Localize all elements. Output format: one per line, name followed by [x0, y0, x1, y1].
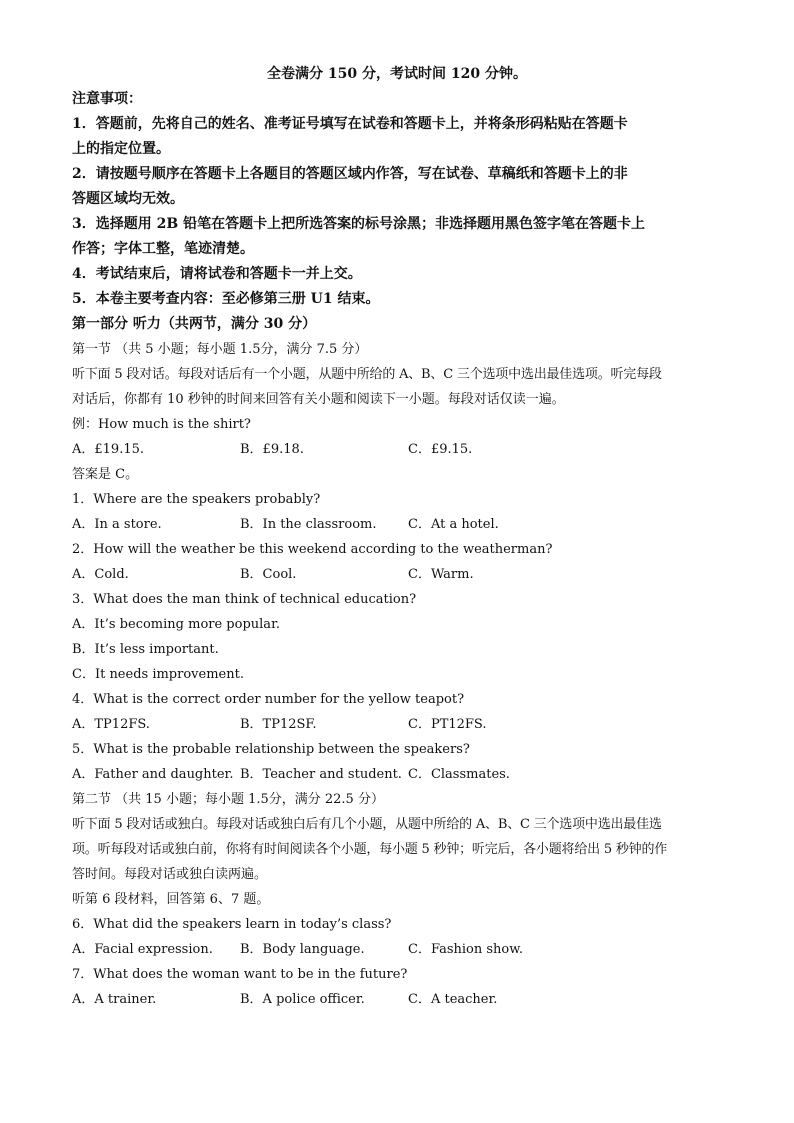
option-c: C．A teacher. — [408, 992, 498, 1007]
notes-item: 5．本卷主要考查内容：至必修第三册 U1 结束。 — [72, 291, 380, 307]
option-a: A．It’s becoming more popular. — [72, 617, 280, 632]
option-a: A．TP12FS. — [72, 717, 150, 732]
option-b: B．It’s less important. — [72, 642, 219, 657]
option-a: A．Facial expression. — [72, 942, 213, 957]
section1-instructions: 对话后，你都有 10 秒钟的时间来回答有关小题和阅读下一小题。每段对话仅读一遍。 — [72, 392, 565, 407]
material-6-note: 听第 6 段材料，回答第 6、7 题。 — [72, 892, 270, 907]
option-c: C．At a hotel. — [408, 517, 499, 532]
question-1-options — [72, 512, 722, 537]
option-c: C．Warm. — [408, 567, 474, 582]
question-4-options — [72, 712, 722, 737]
question-3: 3．What does the man think of technical education? — [72, 592, 417, 607]
exam-title: 全卷满分 150 分，考试时间 120 分钟。 — [267, 66, 527, 82]
option-a: A．Cold. — [72, 567, 129, 582]
option-c: C．PT12FS. — [408, 717, 487, 732]
option-a: A．Father and daughter. — [72, 767, 234, 782]
option-c: C．£9.15. — [408, 442, 473, 457]
notes-item: 答题区域均无效。 — [72, 191, 184, 207]
option-c: C．Classmates. — [408, 767, 510, 782]
section2-instructions: 听下面 5 段对话或独白。每段对话或独白后有几个小题，从题中所给的 A、B、C 三个选项中选出最佳选 — [72, 817, 662, 832]
question-5-options — [72, 762, 722, 787]
option-b: B．In the classroom. — [240, 517, 377, 532]
notes-item: 1．答题前，先将自己的姓名、准考证号填写在试卷和答题卡上，并将条形码粘贴在答题卡 — [72, 116, 628, 132]
option-a: A．In a store. — [72, 517, 162, 532]
question-4: 4．What is the correct order number for the yellow teapot? — [72, 692, 465, 707]
section2-title: 第二节 （共 15 小题；每小题 1.5分，满分 22.5 分） — [72, 792, 384, 807]
question-5: 5．What is the probable relationship between the speakers? — [72, 742, 470, 757]
question-6: 6．What did the speakers learn in today’s class? — [72, 917, 392, 932]
notes-item: 4．考试结束后，请将试卷和答题卡一并上交。 — [72, 266, 362, 282]
example-question: 例：How much is the shirt? — [72, 417, 251, 432]
exam-page — [72, 62, 722, 1012]
option-c: C．Fashion show. — [408, 942, 523, 957]
notes-item: 上的指定位置。 — [72, 141, 170, 157]
section2-instructions: 项。听每段对话或独白前，你将有时间阅读各个小题，每小题 5 秒钟；听完后，各小题将给出 5 秒钟的作 — [72, 842, 668, 857]
question-7: 7．What does the woman want to be in the future? — [72, 967, 408, 982]
question-2-options — [72, 562, 722, 587]
question-2: 2．How will the weather be this weekend according to the weatherman? — [72, 542, 553, 557]
option-b: B．Body language. — [240, 942, 365, 957]
option-b: B．A police officer. — [240, 992, 365, 1007]
option-c: C．It needs improvement. — [72, 667, 244, 682]
option-b: B．Cool. — [240, 567, 297, 582]
question-7-options — [72, 987, 722, 1012]
option-b: B．£9.18. — [240, 442, 304, 457]
section1-title: 第一节 （共 5 小题；每小题 1.5分，满分 7.5 分） — [72, 342, 368, 357]
notes-heading: 注意事项： — [72, 91, 142, 107]
example-answer: 答案是 C。 — [72, 467, 139, 482]
option-b: B．TP12SF. — [240, 717, 317, 732]
notes-item: 作答；字体工整，笔迹清楚。 — [72, 241, 254, 257]
section2-instructions: 答时间。每段对话或独白读两遍。 — [72, 867, 268, 882]
option-b: B．Teacher and student. — [240, 767, 402, 782]
option-a: A．A trainer. — [72, 992, 157, 1007]
question-6-options — [72, 937, 722, 962]
section1-instructions: 听下面 5 段对话。每段对话后有一个小题，从题中所给的 A、B、C 三个选项中选出最佳选项。听完每段 — [72, 367, 662, 382]
option-a: A．£19.15. — [72, 442, 145, 457]
example-options — [72, 437, 722, 462]
notes-item: 3．选择题用 2B 铅笔在答题卡上把所选答案的标号涂黑；非选择题用黑色签字笔在答题卡上 — [72, 216, 646, 232]
part1-title: 第一部分 听力（共两节，满分 30 分） — [72, 316, 317, 332]
notes-item: 2．请按题号顺序在答题卡上各题目的答题区域内作答，写在试卷、草稿纸和答题卡上的非 — [72, 166, 628, 182]
question-1: 1．Where are the speakers probably? — [72, 492, 321, 507]
